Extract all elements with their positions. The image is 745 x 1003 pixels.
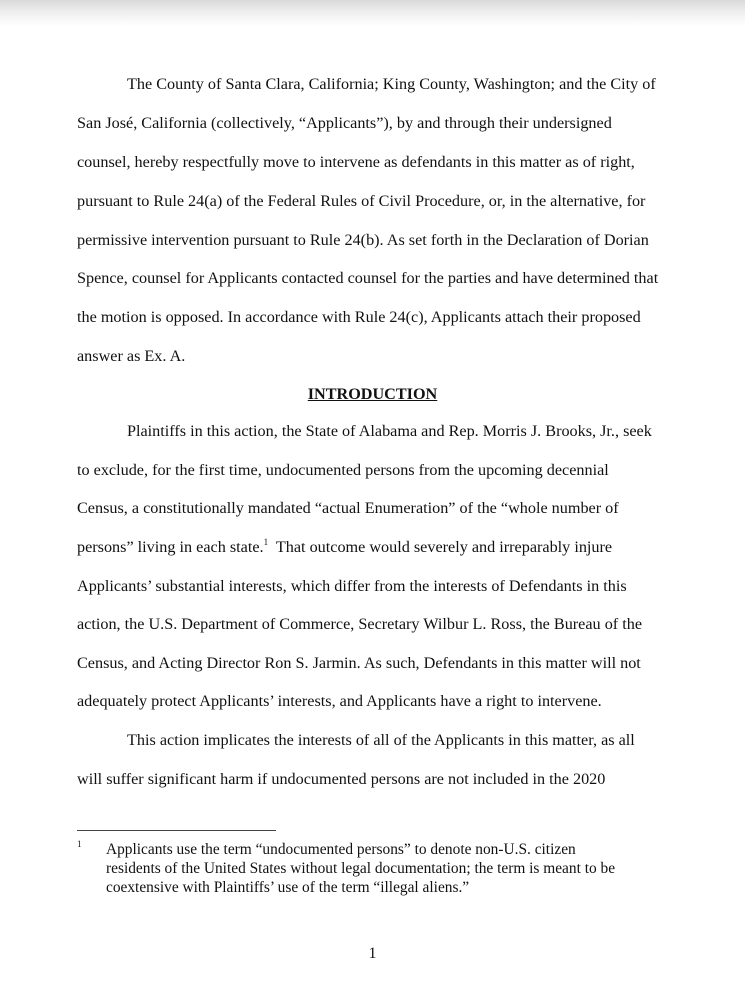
footnote-line-3: coextensive with Plaintiffs’ use of the term “illegal aliens.”: [106, 879, 470, 896]
paragraph-2-line-2: to exclude, for the first time, undocumented persons from the upcoming decennial: [77, 461, 609, 479]
paragraph-1-line-6: Spence, counsel for Applicants contacted counsel for the parties and have determined that: [77, 269, 659, 287]
section-heading: INTRODUCTION: [307, 385, 438, 403]
paragraph-1-line-1: The County of Santa Clara, California; King County, Washington; and the City of: [127, 75, 656, 93]
paragraph-1-line-2: San José, California (collectively, “Applicants”), by and through their undersigned: [77, 114, 612, 132]
paragraph-1-line-5: permissive intervention pursuant to Rule 24(b). As set forth in the Declaration of Dorian: [77, 231, 649, 249]
footnote-line-2: residents of the United States without legal documentation; the term is meant to be: [106, 860, 616, 877]
paragraph-1-line-3: counsel, hereby respectfully move to intervene as defendants in this matter as of right,: [77, 153, 635, 171]
footnote-marker: 1: [77, 839, 82, 849]
footnote-line-1: Applicants use the term “undocumented persons” to denote non-U.S. citizen: [106, 841, 576, 858]
paragraph-2-line-1: Plaintiffs in this action, the State of Alabama and Rep. Morris J. Brooks, Jr., seek: [127, 422, 652, 440]
paragraph-1-line-8: answer as Ex. A.: [77, 347, 186, 365]
paragraph-3-line-1: This action implicates the interests of all of the Applicants in this matter, as all: [127, 731, 635, 749]
footnote-reference[interactable]: 1: [263, 537, 269, 547]
paragraph-2-line-7: Census, and Acting Director Ron S. Jarmin. As such, Defendants in this matter will not: [77, 654, 641, 672]
footnote-separator: [77, 830, 276, 831]
paragraph-3-line-2: will suffer significant harm if undocumented persons are not included in the 2020: [77, 770, 606, 788]
paragraph-2-line-5: Applicants’ substantial interests, which differ from the interests of Defendants in this: [77, 577, 627, 595]
paragraph-2-line-6: action, the U.S. Department of Commerce, Secretary Wilbur L. Ross, the Bureau of the: [77, 615, 643, 633]
paragraph-2-line-4: [77, 537, 612, 557]
paragraph-2-line-4-start: persons” living in each state.: [77, 538, 264, 556]
paragraph-2-line-8: adequately protect Applicants’ interests, and Applicants have a right to intervene.: [77, 692, 602, 710]
paragraph-2-line-3: Census, a constitutionally mandated “actual Enumeration” of the “whole number of: [77, 499, 619, 517]
paragraph-1-line-4: pursuant to Rule 24(a) of the Federal Rules of Civil Procedure, or, in the alternative, for: [77, 192, 646, 210]
paragraph-2-line-4-end: That outcome would severely and irreparably injure: [268, 538, 613, 556]
paragraph-1-line-7: the motion is opposed. In accordance with Rule 24(c), Applicants attach their proposed: [77, 308, 641, 326]
page-number: 1: [368, 945, 377, 962]
